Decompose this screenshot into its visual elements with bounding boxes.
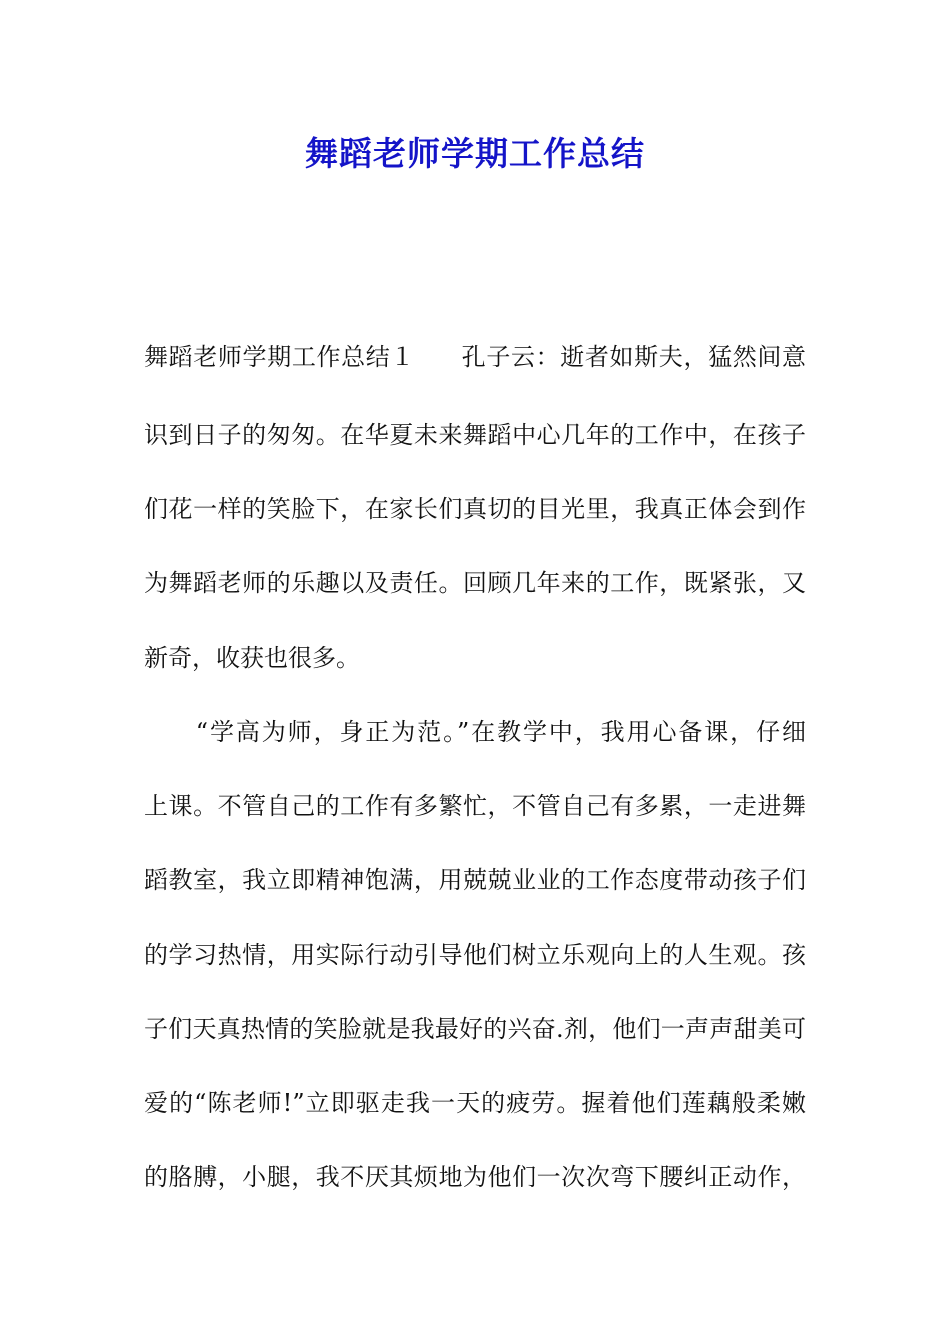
- paragraph-line-2: 识到日子的匆匆。在华夏未来舞蹈中心几年的工作中，在孩子: [144, 421, 806, 449]
- paragraph-line-1: [144, 342, 806, 372]
- paragraph-text: 孔子云：逝者如斯夫，猛然间意: [461, 343, 807, 371]
- paragraph-line-11: 爱的“陈老师!”立即驱走我一天的疲劳。握着他们莲藕般柔嫩: [144, 1089, 806, 1117]
- paragraph-line-3: 们花一样的笑脸下，在家长们真切的目光里，我真正体会到作: [144, 495, 806, 523]
- paragraph-line-9: 的学习热情，用实际行动引导他们树立乐观向上的人生观。孩: [144, 941, 806, 969]
- paragraph-line-7: 上课。不管自己的工作有多繁忙，不管自己有多累，一走进舞: [144, 792, 806, 820]
- document-title: 舞蹈老师学期工作总结: [305, 134, 645, 173]
- paragraph-line-6: “学高为师，身正为范。”在教学中，我用心备课，仔细: [144, 718, 806, 746]
- paragraph-line-4: 为舞蹈老师的乐趣以及责任。回顾几年来的工作，既紧张，又: [144, 569, 806, 597]
- paragraph-line-5: 新奇，收获也很多。: [144, 644, 360, 672]
- paragraph-line-10: 子们天真热情的笑脸就是我最好的兴奋.剂，他们一声声甜美可: [144, 1015, 806, 1043]
- paragraph-line-8: 蹈教室，我立即精神饱满，用兢兢业业的工作态度带动孩子们: [144, 866, 806, 894]
- paragraph-line-12: 的胳膊，小腿，我不厌其烦地为他们一次次弯下腰纠正动作，: [144, 1163, 806, 1191]
- section-heading: 舞蹈老师学期工作总结１: [144, 343, 416, 371]
